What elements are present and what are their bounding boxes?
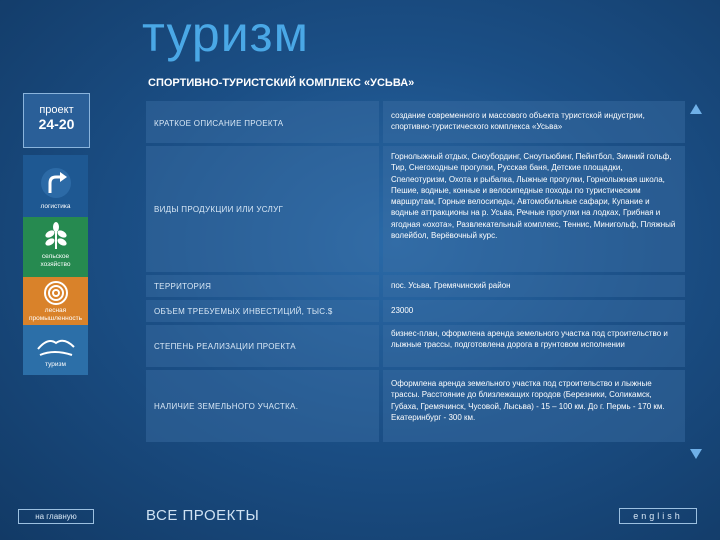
home-button[interactable]: на главную [18,509,94,524]
category-label: лесная промышленность [29,307,82,322]
row-label: КРАТКОЕ ОПИСАНИЕ ПРОЕКТА [154,119,284,128]
all-projects-link[interactable]: ВСЕ ПРОЕКТЫ [146,507,260,524]
row-value: Оформлена аренда земельного участка под строительство и лыжные трассы. Расстояние до близлежащих городов (Березники, Соликамск, Губаха, Гремячинск, Чусовой, Лысьва) - 15 – 100 км. До г. Пермь - 170 км. Екатеринбург - 300 км. [391,379,665,422]
category-logistics[interactable] [23,155,88,220]
category-label: сельское хозяйство [40,253,71,268]
table-row [146,370,685,442]
table-row [146,101,685,143]
category-label: туризм [45,361,66,368]
table-row [146,325,685,367]
mountain-icon [36,335,76,359]
row-value: бизнес-план, оформлена аренда земельного участка под строительство и лыжные трассы, подготовлена дорога в грунтовом исполнении [391,329,668,350]
scroll-down-button[interactable] [688,446,704,462]
project-card [23,93,90,148]
scroll-up-icon [688,101,704,117]
table-row [146,275,685,297]
project-label: проект [39,104,74,116]
row-label: ВИДЫ ПРОДУКЦИИ ИЛИ УСЛУГ [154,205,284,214]
scroll-up-button[interactable] [688,101,704,117]
category-agriculture[interactable] [23,217,88,277]
row-label: ОБЪЕМ ТРЕБУЕМЫХ ИНВЕСТИЦИЙ, ТЫС.$ [154,307,333,316]
arrow-turn-icon [40,167,72,199]
sprout-icon [41,221,71,251]
project-subtitle: СПОРТИВНО-ТУРИСТСКИЙ КОМПЛЕКС «УСЬВА» [148,77,415,89]
tree-rings-icon [43,280,69,306]
project-code: 24-20 [38,116,75,132]
english-button[interactable]: english [619,508,697,524]
category-tourism[interactable] [23,325,88,375]
row-value: создание современного и массового объекта туристской индустрии, спортивно-туристического комплекса «Усьва» [391,111,645,132]
scroll-down-icon [688,446,704,462]
row-value: пос. Усьва, Гремячинский район [391,281,511,290]
category-forestry[interactable] [23,277,88,325]
row-value: 23000 [391,306,414,315]
row-label: НАЛИЧИЕ ЗЕМЕЛЬНОГО УЧАСТКА. [154,402,299,411]
page-title: туризм [142,6,309,62]
row-label: ТЕРРИТОРИЯ [154,282,212,291]
row-value: Горнолыжный отдых, Сноубординг, Сноутьюбинг, Пейнтбол, Зимний гольф, Тир, Снегоходные прогулки, Русская баня, Детские площадки, Спелеотуризм, Охота и рыбалка, Лыжные прогулки, Горнолыжная школа, Пешие, водные, конные и велосипедные походы по туристическим маршрутам, Горные велосипеды, Автомобильные сафари, Купание и водные аттракционы на р. Усьва, Речные прогулки на лодках, Грибная и ягодная «охота», Развлекательный комплекс, Теннис, Минигольф, Пляжный волейбол, Верёвочный курс. [391,152,676,241]
category-label: логистика [40,203,71,210]
table-row [146,146,685,272]
table-row [146,300,685,322]
row-label: СТЕПЕНЬ РЕАЛИЗАЦИИ ПРОЕКТА [154,342,296,351]
